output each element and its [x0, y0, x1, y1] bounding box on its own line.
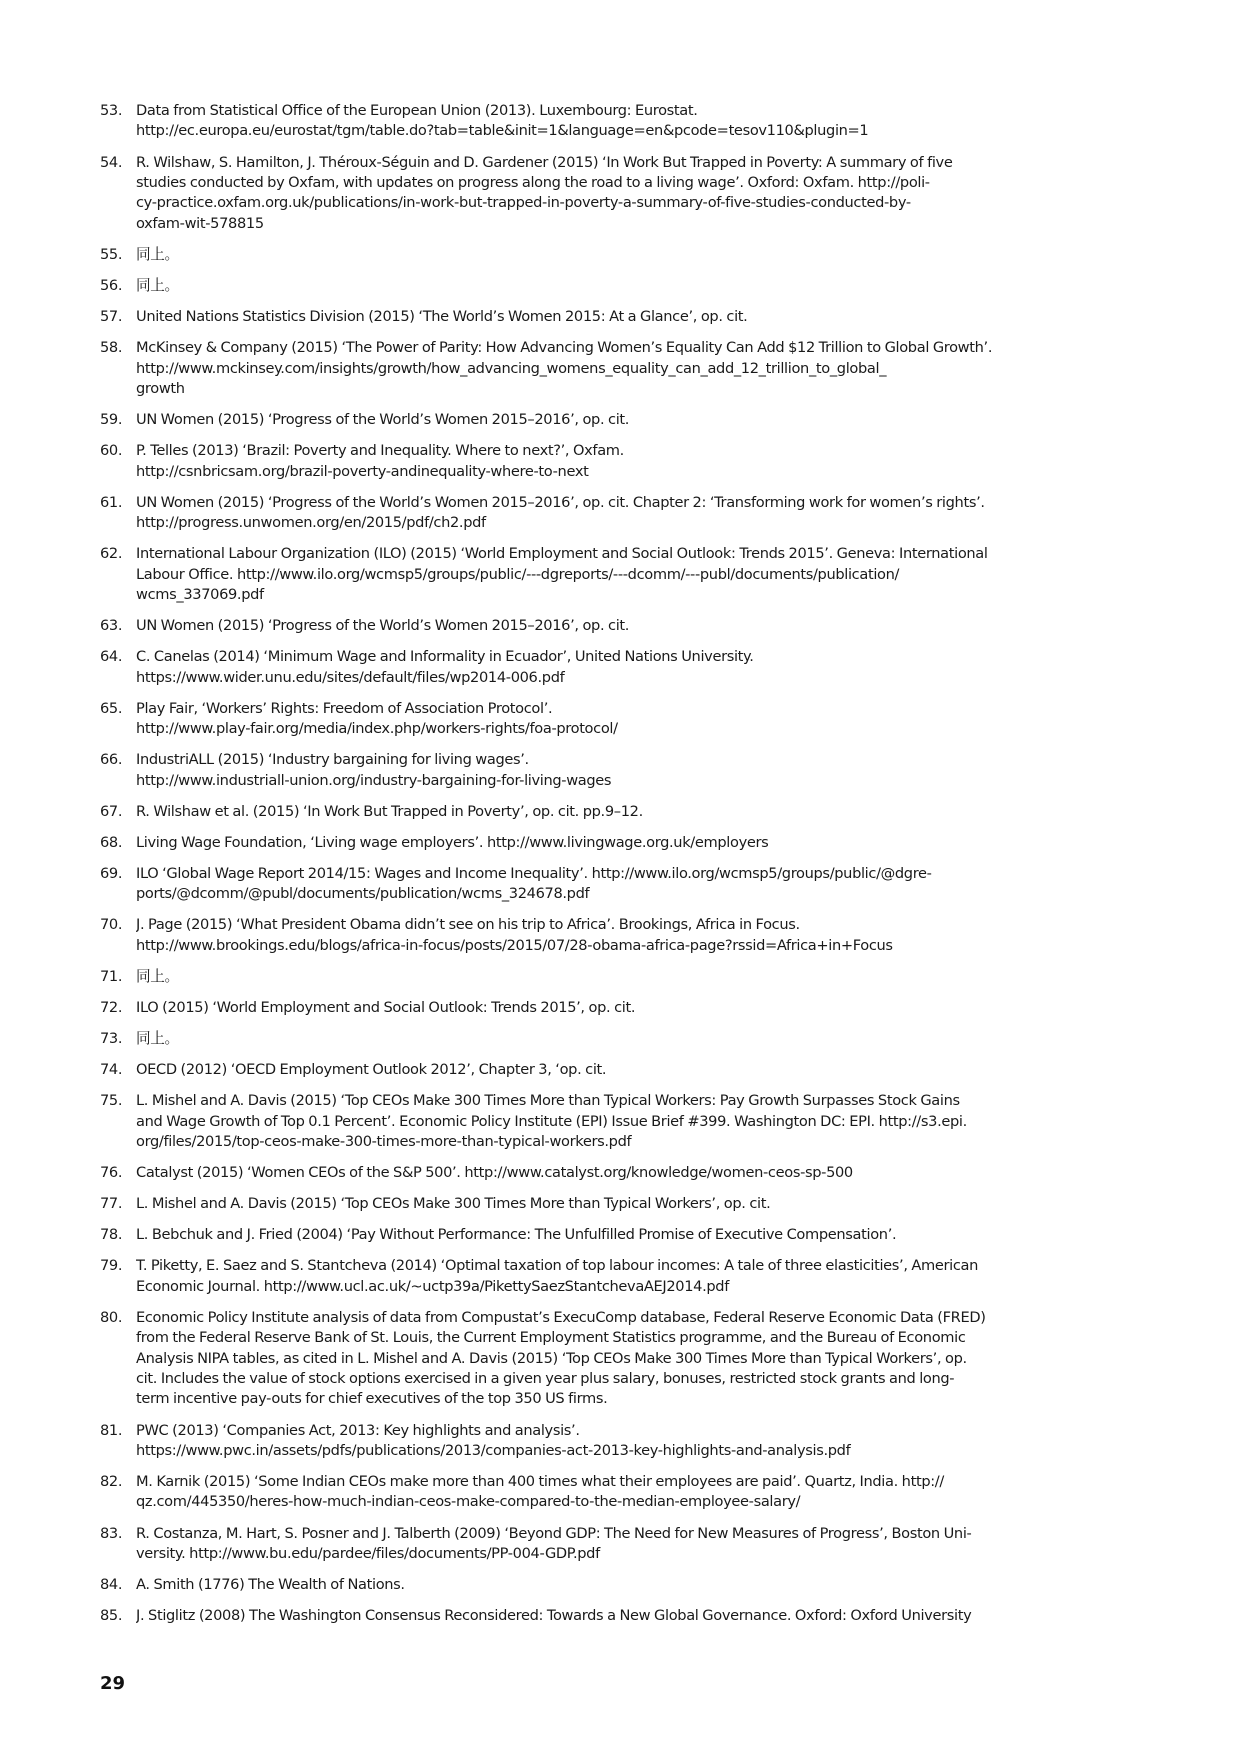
endnote-number: 67. — [100, 802, 123, 820]
endnote-number: 70. — [100, 916, 123, 934]
endnote-text — [136, 1256, 994, 1297]
endnote-item — [0, 616, 1240, 636]
endnote-item — [0, 802, 1240, 822]
endnote-number: 69. — [100, 864, 123, 882]
endnote-number: 72. — [100, 998, 123, 1016]
endnote-number: 66. — [100, 751, 123, 769]
endnote-item — [0, 441, 1240, 482]
endnote-item — [0, 833, 1240, 853]
endnote-text — [136, 307, 994, 327]
endnote-number: 75. — [100, 1092, 123, 1110]
endnote-item — [0, 1194, 1240, 1214]
endnote-text — [136, 998, 994, 1018]
endnote-number: 62. — [100, 545, 123, 563]
endnote-item — [0, 338, 1240, 399]
endnote-item — [0, 544, 1240, 605]
endnote-line: ILO ‘Global Wage Report 2014/15: Wages and Income Inequality’. http://www.ilo.org/wcmsp5/groups/public/@dgre- — [136, 864, 932, 882]
endnote-line: Data from Statistical Office of the European Union (2013). Luxembourg: Eurostat. — [136, 102, 698, 119]
endnote-item — [0, 1029, 1240, 1049]
endnote-line: R. Wilshaw, S. Hamilton, J. Théroux-Séguin and D. Gardener (2015) ‘In Work But Trapped in Poverty: A summary of five — [136, 153, 953, 171]
endnote-item — [0, 1524, 1240, 1565]
endnote-line: studies conducted by Oxfam, with updates on progress along the road to a living wage’. Oxford: Oxfam. http://poli- — [136, 173, 930, 191]
endnote-text — [136, 699, 994, 740]
endnote-text — [136, 493, 994, 534]
endnote-number: 78. — [100, 1226, 123, 1244]
page-number: 29 — [100, 1673, 126, 1694]
endnote-line: ILO (2015) ‘World Employment and Social Outlook: Trends 2015’, op. cit. — [136, 998, 636, 1016]
endnote-item — [0, 1606, 1240, 1626]
endnote-line: L. Mishel and A. Davis (2015) ‘Top CEOs Make 300 Times More than Typical Workers: Pay Growth Surpasses Stock Gains — [136, 1092, 960, 1110]
endnote-number: 58. — [100, 339, 123, 357]
endnote-line: Labour Office. http://www.ilo.org/wcmsp5/groups/public/---dgreports/---dcomm/---publ/documents/publication/ — [136, 565, 900, 583]
endnote-number: 57. — [100, 308, 123, 325]
endnote-line: L. Mishel and A. Davis (2015) ‘Top CEOs Make 300 Times More than Typical Workers’, op. cit. — [136, 1195, 771, 1213]
endnote-text — [136, 1606, 994, 1626]
endnote-number: 84. — [100, 1576, 123, 1594]
endnote-text — [136, 802, 994, 822]
endnote-line: versity. http://www.bu.edu/pardee/files/documents/PP-004-GDP.pdf — [136, 1544, 600, 1562]
endnote-number: 71. — [100, 967, 123, 985]
endnotes-list — [0, 101, 1240, 1637]
endnote-number: 54. — [100, 153, 123, 171]
endnote-number: 74. — [100, 1061, 123, 1079]
endnote-number: 68. — [100, 833, 123, 851]
endnote-line: org/files/2015/top-ceos-make-300-times-more-than-typical-workers.pdf — [136, 1132, 632, 1150]
endnote-number: 63. — [100, 617, 123, 634]
endnote-item — [0, 245, 1240, 265]
endnote-number: 59. — [100, 411, 123, 428]
endnote-line: 同上。 — [136, 276, 179, 294]
endnote-text — [136, 1421, 994, 1462]
endnote-item — [0, 153, 1240, 235]
endnote-number: 77. — [100, 1195, 123, 1213]
endnote-text — [136, 1194, 994, 1214]
endnote-number: 76. — [100, 1164, 123, 1182]
endnote-line: Living Wage Foundation, ‘Living wage employers’. http://www.livingwage.org.uk/employers — [136, 833, 769, 851]
endnote-line: 同上。 — [136, 1029, 179, 1047]
endnote-item — [0, 101, 1240, 142]
endnote-line: Economic Policy Institute analysis of data from Compustat’s ExecuComp database, Federal Reserve Economic Data (FRED) — [136, 1308, 986, 1326]
endnote-line: P. Telles (2013) ‘Brazil: Poverty and Inequality. Where to next?’, Oxfam. — [136, 442, 624, 460]
endnote-line: C. Canelas (2014) ‘Minimum Wage and Informality in Ecuador’, United Nations University. — [136, 648, 754, 666]
endnote-line: OECD (2012) ‘OECD Employment Outlook 2012’, Chapter 3, ‘op. cit. — [136, 1061, 607, 1079]
endnote-text — [136, 338, 994, 399]
endnote-item — [0, 307, 1240, 327]
endnote-item — [0, 1091, 1240, 1152]
endnote-number: 81. — [100, 1421, 123, 1439]
endnote-text — [136, 864, 994, 905]
endnote-item — [0, 1163, 1240, 1183]
endnote-text — [136, 153, 994, 235]
endnote-line: M. Karnik (2015) ‘Some Indian CEOs make more than 400 times what their employees are paid’. Quartz, India. http:// — [136, 1473, 944, 1491]
endnote-text — [136, 1472, 994, 1513]
endnote-text — [136, 915, 994, 956]
endnote-number: 55. — [100, 245, 123, 263]
endnote-line: United Nations Statistics Division (2015) ‘The World’s Women 2015: At a Glance’, op. cit. — [136, 308, 748, 325]
endnote-text — [136, 544, 994, 605]
endnote-line: growth — [136, 379, 185, 397]
endnote-line: PWC (2013) ‘Companies Act, 2013: Key highlights and analysis’. — [136, 1421, 580, 1439]
endnote-item — [0, 998, 1240, 1018]
endnote-number: 80. — [100, 1308, 123, 1326]
endnote-line: cit. Includes the value of stock options exercised in a given year plus salary, bonuses, restricted stock grants and long- — [136, 1370, 955, 1388]
endnote-item — [0, 1308, 1240, 1410]
endnote-line: https://www.wider.unu.edu/sites/default/files/wp2014-006.pdf — [136, 668, 565, 686]
endnote-line: term incentive pay-outs for chief executives of the top 350 US firms. — [136, 1390, 608, 1408]
endnote-item — [0, 647, 1240, 688]
endnote-text — [136, 833, 994, 853]
endnote-item — [0, 410, 1240, 430]
endnote-number: 64. — [100, 648, 123, 666]
endnote-line: oxfam-wit-578815 — [136, 214, 264, 232]
endnote-line: http://www.play-fair.org/media/index.php/workers-rights/foa-protocol/ — [136, 720, 618, 737]
endnote-text — [136, 1091, 994, 1152]
endnote-line: R. Costanza, M. Hart, S. Posner and J. Talberth (2009) ‘Beyond GDP: The Need for New Measures of Progress’, Boston Uni- — [136, 1524, 972, 1542]
endnote-line: Economic Journal. http://www.ucl.ac.uk/~uctp39a/PikettySaezStantchevaAEJ2014.pdf — [136, 1277, 730, 1295]
endnote-text — [136, 1575, 994, 1595]
endnote-number: 82. — [100, 1473, 123, 1491]
endnote-text — [136, 245, 994, 265]
endnote-item — [0, 276, 1240, 296]
endnote-line: 同上。 — [136, 245, 179, 263]
endnote-line: UN Women (2015) ‘Progress of the World’s Women 2015–2016’, op. cit. Chapter 2: ‘Transforming work for women’s rights’. — [136, 493, 985, 511]
endnote-line: http://www.mckinsey.com/insights/growth/how_advancing_womens_equality_can_add_12_trillion_to_global_ — [136, 359, 887, 377]
endnote-item — [0, 1421, 1240, 1462]
endnote-item — [0, 967, 1240, 987]
endnote-number: 65. — [100, 699, 123, 717]
endnote-item — [0, 1472, 1240, 1513]
endnote-line: http://www.industriall-union.org/industry-bargaining-for-living-wages — [136, 771, 612, 789]
endnote-line: 同上。 — [136, 967, 179, 985]
endnote-line: Catalyst (2015) ‘Women CEOs of the S&P 500’. http://www.catalyst.org/knowledge/women-ceos-sp-500 — [136, 1164, 853, 1182]
endnote-text — [136, 1029, 994, 1049]
endnote-number: 56. — [100, 276, 123, 294]
endnote-text — [136, 1060, 994, 1080]
endnote-text — [136, 647, 994, 688]
endnote-line: J. Stiglitz (2008) The Washington Consensus Reconsidered: Towards a New Global Governance. Oxford: Oxford University — [136, 1607, 972, 1625]
endnote-line: Play Fair, ‘Workers’ Rights: Freedom of Association Protocol’. — [136, 699, 553, 717]
endnote-line: J. Page (2015) ‘What President Obama didn’t see on his trip to Africa’. Brookings, Africa in Focus. — [136, 916, 800, 934]
endnote-text — [136, 967, 994, 987]
endnote-line: wcms_337069.pdf — [136, 585, 264, 603]
endnote-item — [0, 699, 1240, 740]
endnote-line: http://ec.europa.eu/eurostat/tgm/table.do?tab=table&init=1&language=en&pcode=tesov110&plugin=1 — [136, 122, 869, 140]
endnote-text — [136, 276, 994, 296]
endnote-item — [0, 1225, 1240, 1245]
endnote-item — [0, 750, 1240, 791]
endnote-text — [136, 1308, 994, 1410]
endnote-number: 79. — [100, 1257, 123, 1275]
endnote-text — [136, 101, 994, 142]
endnote-item — [0, 915, 1240, 956]
endnote-line: Analysis NIPA tables, as cited in L. Mishel and A. Davis (2015) ‘Top CEOs Make 300 Times More than Typical Workers’, op. — [136, 1349, 967, 1367]
endnote-line: L. Bebchuk and J. Fried (2004) ‘Pay Without Performance: The Unfulfilled Promise of Executive Compensation’. — [136, 1226, 897, 1244]
endnote-line: http://progress.unwomen.org/en/2015/pdf/ch2.pdf — [136, 514, 486, 531]
endnote-text — [136, 750, 994, 791]
endnote-item — [0, 864, 1240, 905]
endnote-line: McKinsey & Company (2015) ‘The Power of Parity: How Advancing Women’s Equality Can Add $12 Trillion to Global Growth’. — [136, 339, 993, 357]
endnote-line: https://www.pwc.in/assets/pdfs/publications/2013/companies-act-2013-key-highlights-and-analysis.pdf — [136, 1441, 851, 1459]
endnote-number: 53. — [100, 102, 123, 119]
endnote-number: 60. — [100, 442, 123, 460]
endnote-number: 83. — [100, 1524, 123, 1542]
endnote-item — [0, 1575, 1240, 1595]
endnote-line: IndustriALL (2015) ‘Industry bargaining for living wages’. — [136, 751, 529, 769]
endnote-text — [136, 1225, 994, 1245]
endnote-text — [136, 616, 994, 636]
endnote-line: and Wage Growth of Top 0.1 Percent’. Economic Policy Institute (EPI) Issue Brief #399. Washington DC: EPI. http://s3.epi. — [136, 1112, 967, 1130]
endnote-line: UN Women (2015) ‘Progress of the World’s Women 2015–2016’, op. cit. — [136, 411, 630, 428]
endnote-line: http://www.brookings.edu/blogs/africa-in-focus/posts/2015/07/28-obama-africa-page?rssid=Africa+in+Focus — [136, 936, 893, 954]
endnote-line: qz.com/445350/heres-how-much-indian-ceos-make-compared-to-the-median-employee-salary/ — [136, 1493, 801, 1511]
endnote-line: cy-practice.oxfam.org.uk/publications/in-work-but-trapped-in-poverty-a-summary-of-five-studies-conducted-by- — [136, 194, 911, 212]
endnote-item — [0, 493, 1240, 534]
endnote-line: T. Piketty, E. Saez and S. Stantcheva (2014) ‘Optimal taxation of top labour incomes: A tale of three elasticities’, American — [136, 1257, 979, 1275]
endnote-line: UN Women (2015) ‘Progress of the World’s Women 2015–2016’, op. cit. — [136, 617, 630, 634]
endnote-number: 73. — [100, 1029, 123, 1047]
endnote-text — [136, 441, 994, 482]
endnote-line: from the Federal Reserve Bank of St. Louis, the Current Employment Statistics programme, and the Bureau of Economic — [136, 1329, 966, 1347]
endnote-text — [136, 410, 994, 430]
endnote-item — [0, 1256, 1240, 1297]
endnote-line: R. Wilshaw et al. (2015) ‘In Work But Trapped in Poverty’, op. cit. pp.9–12. — [136, 802, 643, 820]
endnote-number: 85. — [100, 1607, 123, 1625]
endnote-number: 61. — [100, 493, 123, 511]
endnote-line: http://csnbricsam.org/brazil-poverty-andinequality-where-to-next — [136, 462, 589, 480]
endnote-text — [136, 1163, 994, 1183]
endnote-line: International Labour Organization (ILO) (2015) ‘World Employment and Social Outlook: Trends 2015’. Geneva: International — [136, 545, 988, 563]
endnote-line: A. Smith (1776) The Wealth of Nations. — [136, 1576, 405, 1594]
endnote-text — [136, 1524, 994, 1565]
endnote-item — [0, 1060, 1240, 1080]
endnote-line: ports/@dcomm/@publ/documents/publication/wcms_324678.pdf — [136, 885, 590, 903]
